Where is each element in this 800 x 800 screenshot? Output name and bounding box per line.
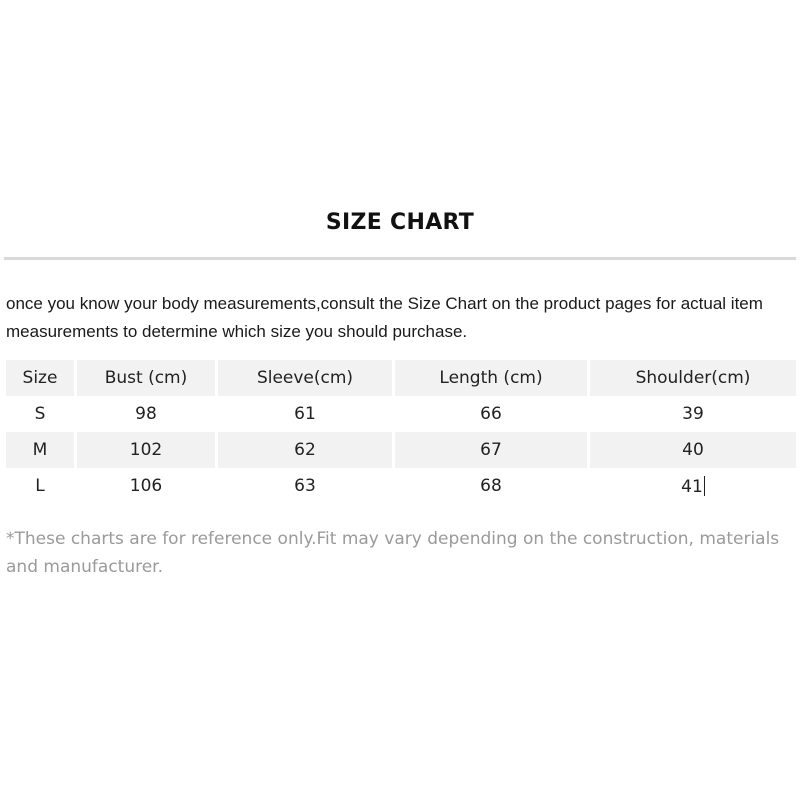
header-sleeve: Sleeve(cm) [218,360,392,396]
intro-text: once you know your body measurements,consult the Size Chart on the product pages for actual item measurements to determine which size you should purchase. [6,294,763,341]
header-length: Length (cm) [395,360,587,396]
cell-sleeve: 61 [218,396,392,432]
table-header-row [6,360,796,396]
table-row [6,396,796,432]
table-row [6,468,796,504]
header-size: Size [6,360,74,396]
cell-shoulder: 39 [590,396,796,432]
cell-bust: 106 [77,468,215,504]
cell-size: L [6,468,74,504]
cell-bust: 98 [77,396,215,432]
text-cursor [704,476,705,496]
cell-shoulder-wrap [590,468,796,504]
cell-length: 67 [395,432,587,468]
header-shoulder: Shoulder(cm) [590,360,796,396]
title-divider [4,257,796,260]
cell-shoulder: 41 [681,476,703,497]
cell-bust: 102 [77,432,215,468]
cell-size: M [6,432,74,468]
disclaimer-note: *These charts are for reference only.Fit may vary depending on the construction, materials and manufacturer. [6,529,780,577]
cell-size: S [6,396,74,432]
size-chart-table [3,360,799,504]
table-row [6,432,796,468]
cell-sleeve: 63 [218,468,392,504]
cell-length: 68 [395,468,587,504]
cell-length: 66 [395,396,587,432]
page-title: SIZE CHART [325,210,475,235]
cell-sleeve: 62 [218,432,392,468]
cell-shoulder: 40 [590,432,796,468]
header-bust: Bust (cm) [77,360,215,396]
